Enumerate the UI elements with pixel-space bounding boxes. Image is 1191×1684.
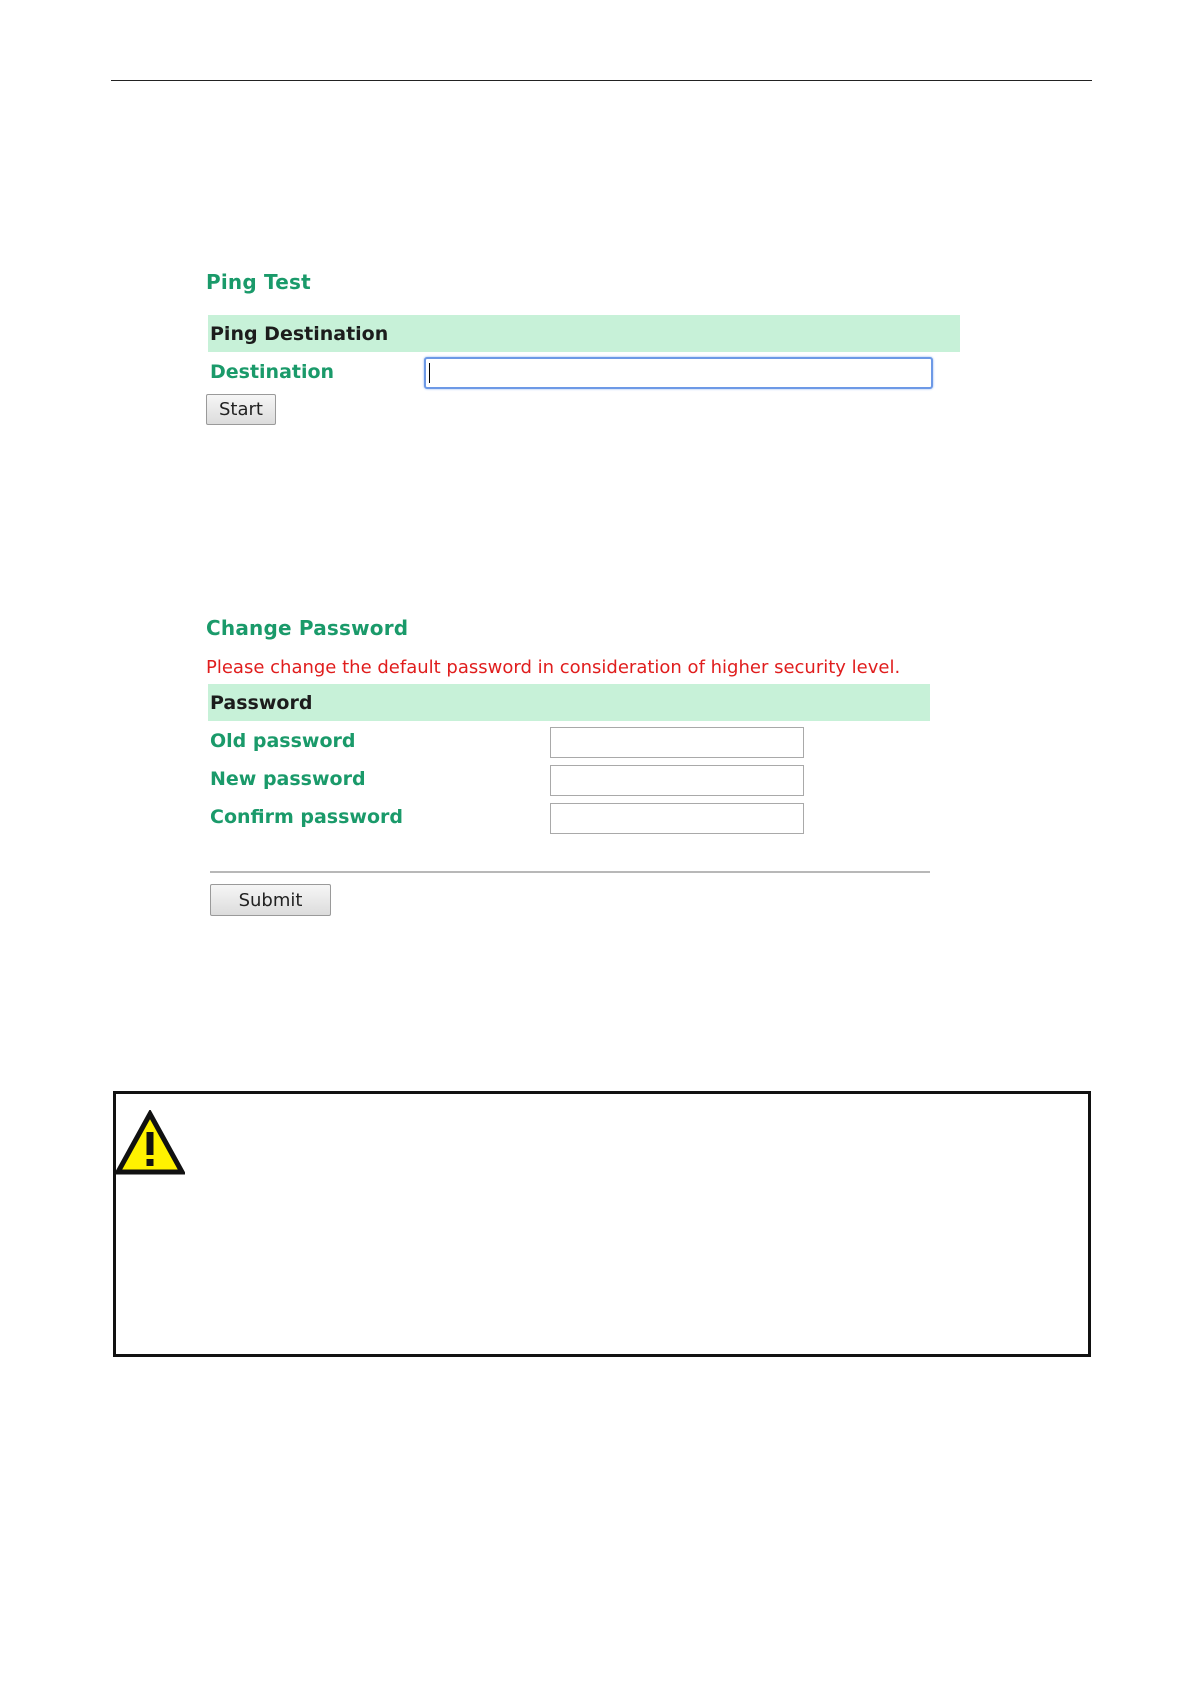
form-divider — [210, 871, 930, 873]
default-password-warning: Please change the default password in consideration of higher security level. — [206, 657, 901, 678]
password-group-header — [208, 684, 930, 721]
new-password-input[interactable] — [550, 765, 804, 796]
password-group-title: Password — [210, 691, 313, 714]
new-password-label: New password — [210, 768, 366, 790]
ping-destination-group-header — [208, 315, 960, 352]
start-button[interactable]: Start — [206, 394, 276, 425]
destination-label: Destination — [210, 361, 335, 383]
ping-test-title: Ping Test — [206, 270, 311, 294]
submit-button[interactable]: Submit — [210, 884, 331, 916]
page-header-rule — [111, 80, 1092, 81]
ping-destination-group-title: Ping Destination — [210, 322, 389, 345]
caution-box — [113, 1091, 1091, 1357]
confirm-password-input[interactable] — [550, 803, 804, 834]
old-password-label: Old password — [210, 730, 356, 752]
destination-input[interactable] — [424, 357, 933, 389]
warning-triangle-icon — [115, 1110, 185, 1176]
old-password-input[interactable] — [550, 727, 804, 758]
confirm-password-label: Confirm password — [210, 806, 404, 828]
text-caret — [429, 363, 430, 383]
change-password-title: Change Password — [206, 616, 409, 640]
